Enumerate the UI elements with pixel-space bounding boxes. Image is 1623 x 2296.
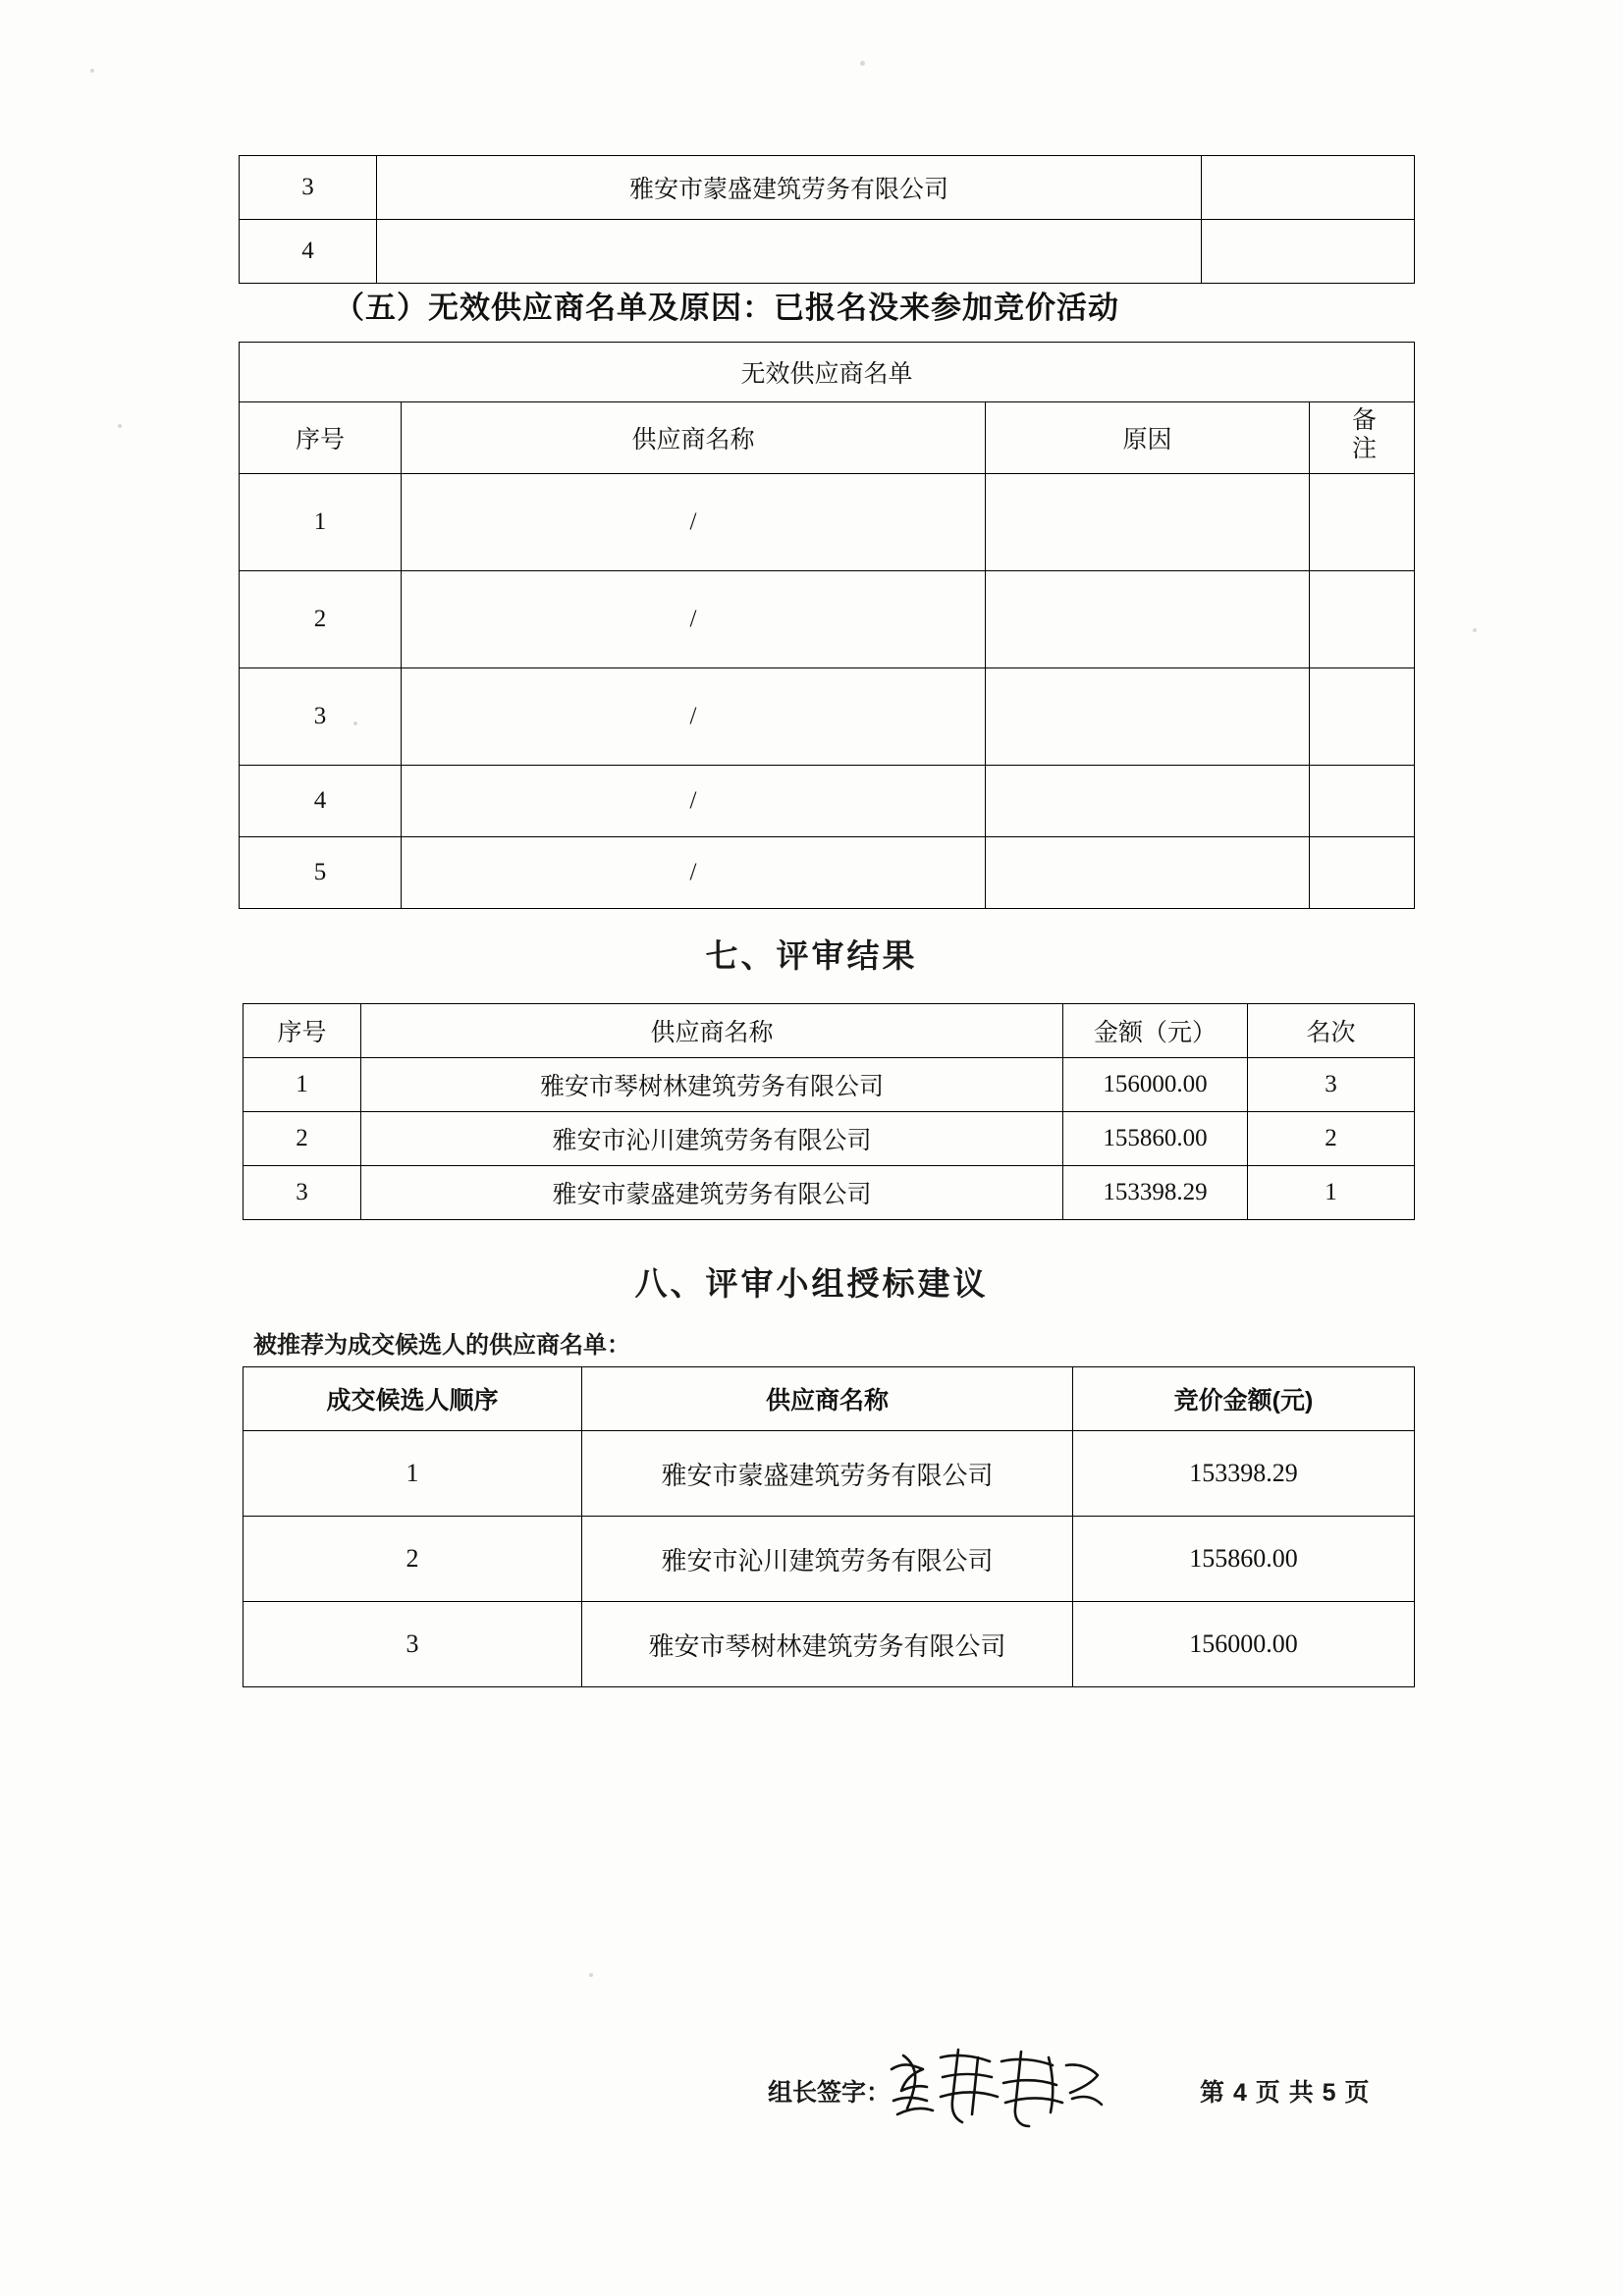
row-index: 3 [240,156,377,220]
row-note [1310,766,1415,837]
supplier-name: 雅安市沁川建筑劳务有限公司 [361,1112,1063,1166]
bid-amount: 156000.00 [1073,1602,1415,1687]
supplier-name: 雅安市蒙盛建筑劳务有限公司 [361,1166,1063,1220]
candidate-order: 1 [243,1431,582,1517]
rank: 3 [1248,1058,1415,1112]
supplier-name: 雅安市沁川建筑劳务有限公司 [582,1517,1073,1602]
rank: 1 [1248,1166,1415,1220]
candidate-note: 被推荐为成交候选人的供应商名单： [253,1332,630,1359]
table-row [240,474,1415,571]
header-supplier-name: 供应商名称 [582,1367,1073,1431]
candidate-order: 2 [243,1517,582,1602]
reason [986,571,1310,668]
row-index: 4 [240,220,377,284]
amount: 155860.00 [1063,1112,1248,1166]
row-index: 4 [240,766,402,837]
scan-speck [90,69,94,73]
table-row [240,837,1415,909]
table-row [243,1112,1415,1166]
row-index: 3 [243,1166,361,1220]
row-note [1202,220,1415,284]
bid-amount: 153398.29 [1073,1431,1415,1517]
supplier-name: 雅安市琴树林建筑劳务有限公司 [361,1058,1063,1112]
page-number: 第 4 页 共 5 页 [1200,2079,1371,2107]
scan-speck [118,424,122,428]
section-eight-heading: 八、评审小组授标建议 [634,1265,989,1302]
table-header-row [243,1004,1415,1058]
row-index: 1 [243,1058,361,1112]
row-index: 3 [240,668,402,766]
header-reason: 原因 [986,402,1310,474]
candidate-table [243,1366,1415,1687]
table-row [240,668,1415,766]
invalid-supplier-table [239,342,1415,909]
header-supplier-name: 供应商名称 [402,402,986,474]
supplier-name: / [402,837,986,909]
amount: 156000.00 [1063,1058,1248,1112]
reason [986,474,1310,571]
reason [986,837,1310,909]
rank: 2 [1248,1112,1415,1166]
section-seven-heading: 七、评审结果 [705,937,918,974]
header-rank: 名次 [1248,1004,1415,1058]
header-amount: 金额（元） [1063,1004,1248,1058]
signature-label: 组长签字： [768,2079,892,2107]
row-note [1202,156,1415,220]
table-row [243,1602,1415,1687]
row-note [1310,474,1415,571]
header-candidate-order: 成交候选人顺序 [243,1367,582,1431]
supplier-name: / [402,474,986,571]
scan-speck [860,61,865,66]
scan-speck [1473,628,1477,632]
row-note [1310,837,1415,909]
table-header-row [240,402,1415,474]
row-index: 2 [243,1112,361,1166]
header-bid-amount: 竞价金额(元) [1073,1367,1415,1431]
table-row [243,1058,1415,1112]
supplier-name: / [402,766,986,837]
reason [986,668,1310,766]
scan-speck [589,1973,593,1977]
table-row [240,220,1415,284]
review-result-table [243,1003,1415,1220]
supplier-name: / [402,668,986,766]
handwritten-signature-icon [884,2040,1109,2133]
table-title-row [240,343,1415,402]
section-five-heading: （五）无效供应商名单及原因：已报名没来参加竞价活动 [334,291,1119,325]
row-index: 1 [240,474,402,571]
invalid-table-title: 无效供应商名单 [240,343,1415,402]
table-header-row [243,1367,1415,1431]
amount: 153398.29 [1063,1166,1248,1220]
reason [986,766,1310,837]
table-row [243,1166,1415,1220]
supplier-name: / [402,571,986,668]
candidate-order: 3 [243,1602,582,1687]
table-row [240,571,1415,668]
header-supplier-name: 供应商名称 [361,1004,1063,1058]
bid-amount: 155860.00 [1073,1517,1415,1602]
header-index: 序号 [240,402,402,474]
row-index: 2 [240,571,402,668]
header-index: 序号 [243,1004,361,1058]
row-note [1310,668,1415,766]
supplier-name [377,220,1202,284]
table-row [240,766,1415,837]
continued-supplier-table [239,155,1415,284]
row-note [1310,571,1415,668]
supplier-name: 雅安市琴树林建筑劳务有限公司 [582,1602,1073,1687]
supplier-name: 雅安市蒙盛建筑劳务有限公司 [582,1431,1073,1517]
table-row [243,1431,1415,1517]
header-note: 备注 [1310,402,1415,474]
supplier-name: 雅安市蒙盛建筑劳务有限公司 [377,156,1202,220]
row-index: 5 [240,837,402,909]
table-row [243,1517,1415,1602]
table-row [240,156,1415,220]
